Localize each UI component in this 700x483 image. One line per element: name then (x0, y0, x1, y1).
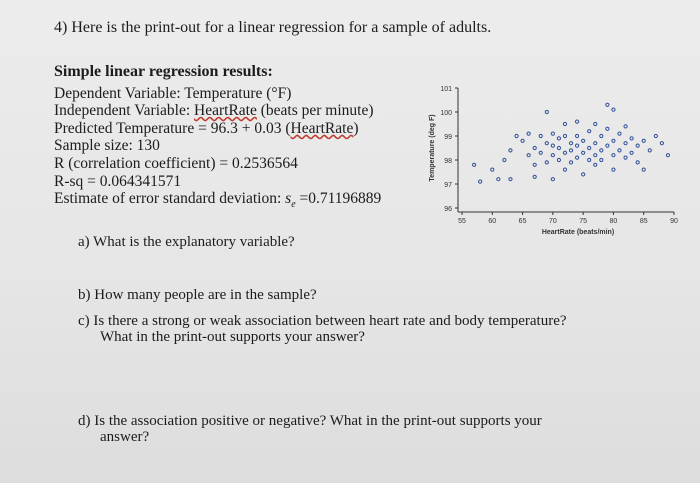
data-point (575, 120, 578, 123)
data-point (527, 132, 530, 135)
predicted-equation-line (54, 120, 381, 138)
error-sd-subscript: e (291, 199, 296, 211)
data-point (479, 180, 482, 183)
data-point (533, 146, 536, 149)
independent-variable-suffix: (beats per minute) (256, 102, 374, 120)
data-point (642, 168, 645, 171)
data-point (569, 161, 572, 164)
data-point (551, 144, 554, 147)
question-c (78, 313, 567, 345)
x-tick-label: 85 (639, 218, 648, 225)
data-point (545, 161, 548, 164)
data-point (594, 154, 597, 157)
data-point (491, 168, 494, 171)
question-b: b) How many people are in the sample? (78, 287, 317, 303)
regression-results (54, 63, 381, 214)
error-sd-symbol: s (285, 190, 292, 208)
data-point (654, 134, 657, 137)
data-point (618, 132, 621, 135)
x-axis-label: HeartRate (beats/min) (541, 229, 615, 236)
y-tick-label: 96 (444, 206, 452, 213)
error-sd-value: =0.71196889 (295, 190, 382, 208)
data-point (594, 142, 597, 145)
x-tick-label: 70 (548, 218, 557, 225)
data-point (563, 151, 566, 154)
data-point (521, 139, 524, 142)
data-point (497, 178, 500, 181)
data-point (551, 178, 554, 181)
x-tick-label: 60 (488, 218, 497, 225)
question-d (78, 413, 542, 445)
question-c-line2: What in the print-out supports your answer? (100, 329, 365, 345)
data-point (557, 146, 560, 149)
data-point (515, 134, 518, 137)
y-tick-label: 101 (440, 86, 452, 93)
data-point (563, 122, 566, 125)
data-point (551, 132, 554, 135)
y-axis-label: Temperature (deg F) (429, 114, 436, 182)
independent-variable-prefix: Independent Variable: (54, 102, 195, 120)
data-point (575, 156, 578, 159)
data-point (630, 151, 633, 154)
x-tick-label: 75 (579, 218, 588, 225)
data-point (557, 137, 560, 140)
data-point (582, 173, 585, 176)
data-point (612, 168, 615, 171)
x-tick-label: 90 (670, 218, 678, 225)
predicted-equation-suffix: ) (353, 119, 359, 137)
y-tick-label: 98 (444, 158, 452, 165)
dependent-variable-text: Dependent Variable: Temperature (°F) (54, 84, 292, 102)
dependent-variable-line (54, 85, 381, 103)
data-point (509, 149, 512, 152)
data-point (618, 149, 621, 152)
data-point (575, 144, 578, 147)
data-point (606, 127, 609, 130)
question-d-line2: answer? (100, 429, 150, 445)
data-point (594, 163, 597, 166)
data-point (642, 139, 645, 142)
data-point (600, 134, 603, 137)
data-point (636, 144, 639, 147)
data-point (588, 146, 591, 149)
data-point (539, 151, 542, 154)
data-point (612, 139, 615, 142)
independent-variable-name: HeartRate (194, 102, 257, 120)
data-point (582, 139, 585, 142)
data-point (563, 134, 566, 137)
y-tick-label: 99 (444, 134, 452, 141)
y-tick-label: 97 (444, 182, 452, 189)
data-point (612, 154, 615, 157)
predicted-equation-prefix: Predicted Temperature = 96.3 + 0.03 ( (54, 119, 291, 137)
y-tick-label: 100 (440, 110, 452, 117)
data-point (527, 154, 530, 157)
question-title: 4) Here is the print-out for a linear regression for a sample of adults. (54, 19, 492, 36)
data-point (606, 144, 609, 147)
data-point (624, 156, 627, 159)
error-sd-prefix: Estimate of error standard deviation: (54, 190, 286, 208)
data-point (612, 108, 615, 111)
data-point (624, 125, 627, 128)
data-point (660, 142, 663, 145)
data-point (648, 149, 651, 152)
data-point (533, 163, 536, 166)
predicted-equation-var: HeartRate (290, 119, 354, 137)
data-point (600, 149, 603, 152)
data-point (473, 163, 476, 166)
data-point (594, 122, 597, 125)
question-c-line1: c) Is there a strong or weak association between heart rate and body temperature? (78, 313, 567, 329)
independent-variable-line (54, 102, 381, 120)
question-a: a) What is the explanatory variable? (78, 234, 295, 250)
data-point (557, 158, 560, 161)
question-d-line1: d) Is the association positive or negative? What in the print-out supports your (78, 413, 542, 429)
data-point (509, 178, 512, 181)
data-point (588, 158, 591, 161)
scatter-plot (412, 80, 682, 250)
x-tick-label: 80 (609, 218, 618, 225)
data-point (545, 142, 548, 145)
data-point (666, 154, 669, 157)
data-point (600, 158, 603, 161)
data-point (533, 175, 536, 178)
r-squared-line: R-sq = 0.064341571 (54, 172, 182, 190)
error-sd-line (54, 190, 381, 214)
data-point (606, 103, 609, 106)
x-tick-label: 65 (518, 218, 527, 225)
data-point (636, 161, 639, 164)
data-point (588, 130, 591, 133)
data-point (539, 134, 542, 137)
data-point (503, 158, 506, 161)
x-tick-label: 55 (458, 218, 466, 225)
data-point (563, 168, 566, 171)
sample-size-line: Sample size: 130 (54, 137, 160, 155)
data-point (630, 137, 633, 140)
data-point (582, 151, 585, 154)
data-point (545, 110, 548, 113)
data-point (551, 154, 554, 157)
data-point (569, 149, 572, 152)
data-point (624, 142, 627, 145)
correlation-line: R (correlation coefficient) = 0.2536564 (54, 154, 298, 172)
data-point (575, 134, 578, 137)
data-point (569, 142, 572, 145)
results-heading: Simple linear regression results: (54, 63, 273, 80)
